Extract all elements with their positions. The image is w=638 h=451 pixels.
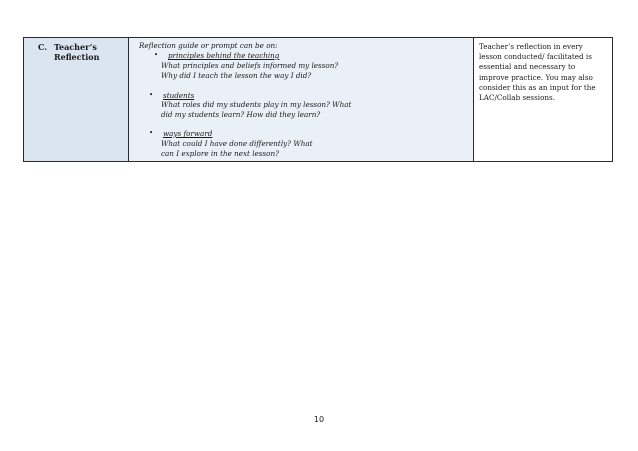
bullet-icon: • [154, 51, 159, 59]
bullet-icon: • [149, 91, 154, 99]
guide-item-line: What principles and beliefs informed my lesson? [161, 61, 339, 70]
guide-item-line: What roles did my students play in my lesson? What [161, 100, 352, 109]
guide-item-line: did my students learn? How did they learn? [161, 110, 321, 119]
guide-item-heading: principles behind the teaching [168, 51, 280, 60]
reflection-table [23, 37, 613, 162]
guide-item-line: What could I have done differently? What [161, 139, 313, 148]
reflection-guide-cell [129, 38, 474, 161]
section-title-line2: Reflection [54, 52, 100, 62]
section-header-cell [24, 38, 129, 161]
note-text [479, 42, 611, 103]
bullet-icon: • [149, 129, 154, 137]
note-line: lesson conducted/ facilitated is [479, 52, 592, 62]
note-line: Teacher’s reflection in every [479, 42, 583, 51]
section-letter: C. [38, 42, 48, 52]
page-number: 10 [313, 415, 325, 424]
note-line: consider this as an input for the [479, 82, 596, 92]
note-line: improve practice. You may also [479, 72, 593, 82]
guide-item-heading: ways forward [163, 129, 213, 138]
note-cell [474, 38, 612, 161]
guide-intro: Reflection guide or prompt can be on: [139, 41, 278, 50]
note-line: essential and necessary to [479, 62, 576, 72]
note-line: LAC/Collab sessions. [479, 93, 556, 103]
guide-item-heading: students [163, 91, 195, 100]
guide-item-line: Why did I teach the lesson the way I did? [161, 71, 312, 80]
section-title-line1: Teacher’s [54, 42, 97, 52]
guide-item-line: can I explore in the next lesson? [161, 149, 279, 158]
